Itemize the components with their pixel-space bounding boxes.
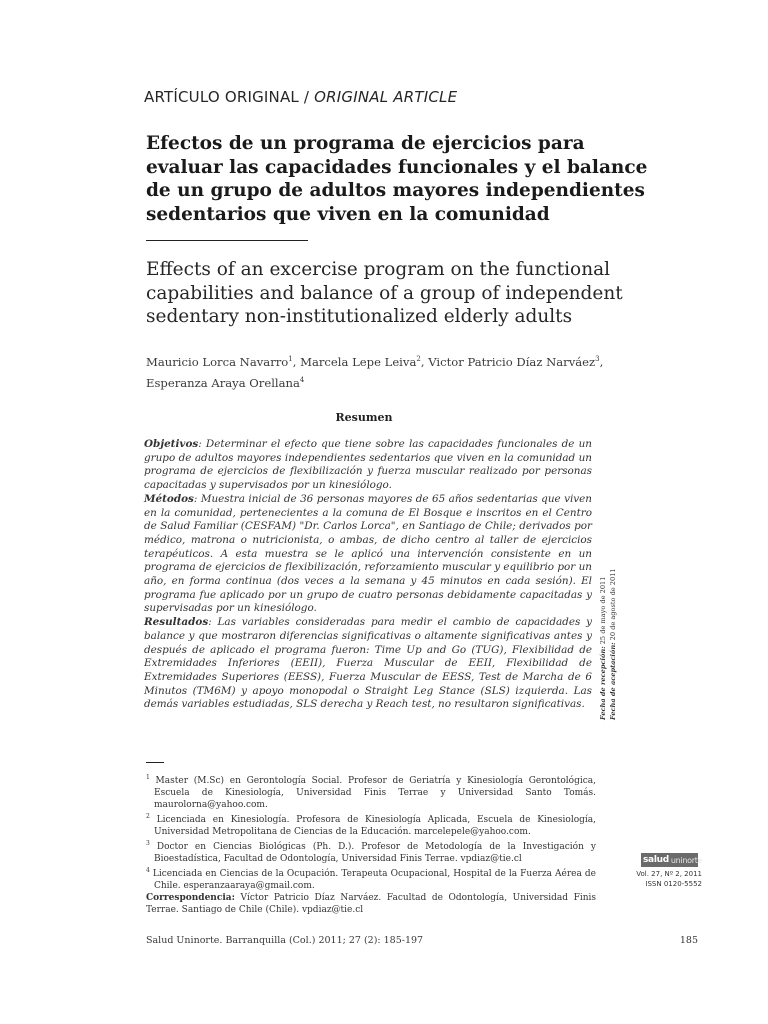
author-1: Mauricio Lorca Navarro$^1$,: [146, 354, 301, 369]
journal-logo-salud: salud: [643, 855, 669, 865]
article-type-label: [144, 88, 457, 106]
author-2: Marcela Lepe Leiva$^2$,: [300, 354, 429, 369]
title-english: Effects of an excercise program on the functional capabilities and balance of a group of independent sedentary non-institutionalized elderly adults: [146, 259, 623, 327]
correspondence: Correspondencia: Víctor Patricio Díaz Narváez. Facultad de Odontología, Universidad Finis Terrae. Santiago de Chile (Chile). vpdiaz@tie.cl: [146, 893, 596, 915]
abstract-body: [144, 438, 592, 712]
journal-volume-info: [632, 869, 702, 889]
footnote-2: $^2$ Licenciada en Kinesiología. Profesora de Kinesiología Aplicada, Escuela de Kinesiología, Universidad Metropolitana de Ciencias de la Educación. marcelepele@yahoo.com.: [146, 813, 596, 837]
footnotes: [146, 772, 596, 916]
journal-volume: Vol. 27, Nº 2, 2011: [636, 870, 702, 878]
journal-logo-uninorte: uninorte: [670, 855, 703, 865]
footnote-divider: [146, 762, 164, 763]
journal-issn: ISSN 0120-5552: [645, 880, 702, 888]
article-type-en: ORIGINAL ARTICLE: [314, 88, 458, 106]
page-number: 185: [679, 935, 698, 946]
footnote-1: $^1$ Master (M.Sc) en Gerontología Social. Profesor de Geriatría y Kinesiología Gerontológica, Escuela de Kinesiología, Universidad Finis Terrae y Universidad Santo Tomás. maurolorna@yahoo.com.: [146, 774, 596, 810]
journal-logo: [641, 853, 703, 867]
abstract-objectives: Objetivos: Determinar el efecto que tiene sobre las capacidades funcionales de un grupo de adultos mayores independientes sedentarios que viven en la comunidad un programa de ejercicios de flexibilización y fuerza muscular realizado por personas capacitadas y supervisados por un kinesiólogo.: [144, 438, 592, 492]
abstract-heading: Resumen: [335, 411, 393, 424]
author-3: Victor Patricio Díaz Narváez$^3$,: [428, 354, 604, 369]
footnote-4: $^4$ Licenciada en Ciencias de la Ocupación. Terapeuta Ocupacional, Hospital de la Fuerza Aérea de Chile. esperanzaaraya@gmail.com.: [146, 867, 596, 891]
date-accepted: Fecha de aceptación: 20 de agosto de 2011: [609, 568, 617, 720]
submission-dates: [598, 560, 632, 720]
title-divider: [146, 240, 308, 241]
article-type-es: ARTÍCULO ORIGINAL: [144, 88, 299, 106]
journal-citation: Salud Uninorte. Barranquilla (Col.) 2011; 27 (2): 185-197: [146, 935, 424, 946]
title-spanish: Efectos de un programa de ejercicios para evaluar las capacidades funcionales y el balance de un grupo de adultos mayores independientes sedentarios que viven en la comunidad: [146, 133, 648, 225]
abstract-methods: Métodos: Muestra inicial de 36 personas mayores de 65 años sedentarias que viven en la comunidad, pertenecientes a la comuna de El Bosque e inscritos en el Centro de Salud Familiar (CESFAM) "Dr. Carlos Lorca", en Santiago de Chile; derivados por médico, matrona o nutricionista, o ambas, de dicho centro al taller de ejercicios terapéuticos. A esta muestra se le aplicó una intervención consistente en un programa de ejercicios de flexibilización, reforzamiento muscular y equilibrio por un año, en forma continua (dos veces a la semana y 45 minutos en cada sesión). El programa fue aplicado por un grupo de cuatro personas debidamente capacitadas y supervisadas por un kinesiólogo.: [144, 492, 592, 615]
footnote-3: $^3$ Doctor en Ciencias Biológicas (Ph. D.). Profesor de Metodología de la Investigación y Bioestadística, Facultad de Odontología, Universidad Finis Terrae. vpdiaz@tie.cl: [146, 840, 596, 864]
article-type-separator: /: [298, 88, 315, 106]
author-4: Esperanza Araya Orellana$^4$: [146, 375, 305, 390]
abstract-results: Resultados: Las variables consideradas para medir el cambio de capacidades y balance y que mostraron diferencias significativas o altamente significativas antes y después de aplicado el programa fueron: Time Up and Go (TUG), Flexibilidad de Extremidades Inferiores (EEII), Fuerza Muscular de EEII, Flexibilidad de Extremidades Superiores (EESS), Fuerza Muscular de EESS, Test de Marcha de 6 Minutos (TM6M) y apoyo monopodal o Straight Leg Stance (SLS) izquierda. Las demás variables estudiadas, SLS derecha y Reach test, no resultaron significativas.: [144, 616, 592, 711]
date-received: Fecha de recepción: 25 de mayo de 2011: [599, 576, 607, 720]
author-list: [146, 350, 616, 392]
